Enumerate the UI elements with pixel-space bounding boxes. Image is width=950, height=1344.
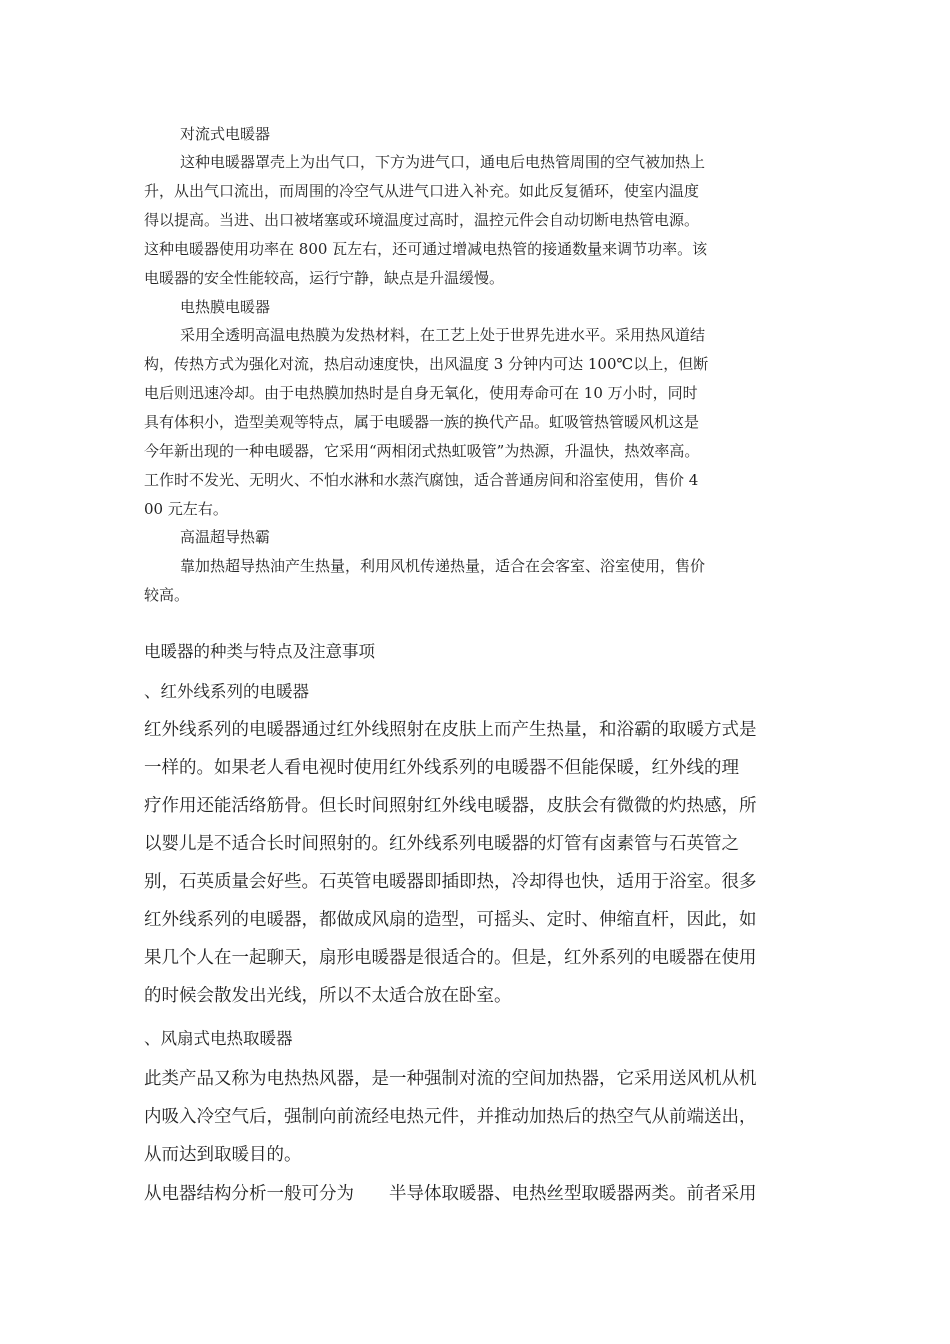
paragraph-line: 这种电暖器罩壳上为出气口，下方为进气口，通电后电热管周围的空气被加热上 <box>180 153 706 171</box>
paragraph-line: 的时候会散发出光线，所以不太适合放在卧室。 <box>144 986 512 1006</box>
paragraph-line: 内吸入冷空气后，强制向前流经电热元件，并推动加热后的热空气从前端送出， <box>144 1107 757 1127</box>
heading-infrared-heater: 、红外线系列的电暖器 <box>144 682 309 701</box>
paragraph-line: 构，传热方式为强化对流，热启动速度快，出风温度 3 分钟内可达 100℃以上，但断 <box>144 355 709 373</box>
paragraph-line: 工作时不发光、无明火、不怕水淋和水蒸汽腐蚀，适合普通房间和浴室使用，售价 4 <box>144 471 699 489</box>
paragraph-line: 靠加热超导热油产生热量，利用风机传递热量，适合在会客室、浴室使用，售价 <box>180 557 706 575</box>
heading-convection-heater: 对流式电暖器 <box>180 125 271 143</box>
heading-film-heater: 电热膜电暖器 <box>180 298 271 316</box>
paragraph-line: 电后则迅速冷却。由于电热膜加热时是自身无氧化，使用寿命可在 10 万小时，同时 <box>144 384 698 402</box>
section-title: 电暖器的种类与特点及注意事项 <box>144 642 375 661</box>
paragraph-line: 别，石英质量会好些。石英管电暖器即插即热，冷却得也快，适用于浴室。很多 <box>144 872 757 892</box>
paragraph-line: 电暖器的安全性能较高，运行宁静，缺点是升温缓慢。 <box>144 269 505 287</box>
heading-fan-heater: 、风扇式电热取暖器 <box>144 1029 293 1048</box>
paragraph-line: 这种电暖器使用功率在 800 瓦左右，还可通过增减电热管的接通数量来调节功率。该 <box>144 240 708 258</box>
heading-superconduct-heater: 高温超导热霸 <box>180 528 271 546</box>
paragraph-line: 红外线系列的电暖器，都做成风扇的造型，可摇头、定时、伸缩直杆，因此，如 <box>144 910 757 930</box>
paragraph-line: 升，从出气口流出，而周围的冷空气从进气口进入补充。如此反复循环，使室内温度 <box>144 182 700 200</box>
paragraph-line: 具有体积小，造型美观等特点，属于电暖器一族的换代产品。虹吸管热管暖风机这是 <box>144 413 700 431</box>
paragraph-line: 较高。 <box>144 586 190 604</box>
paragraph-line: 今年新出现的一种电暖器，它采用“两相闭式热虹吸管”为热源，升温快，热效率高。 <box>144 442 700 460</box>
paragraph-line: 果几个人在一起聊天，扇形电暖器是很适合的。但是，红外系列的电暖器在使用 <box>144 948 757 968</box>
paragraph-line: 以婴儿是不适合长时间照射的。红外线系列电暖器的灯管有卤素管与石英管之 <box>144 834 739 854</box>
paragraph-line: 从而达到取暖目的。 <box>144 1145 302 1165</box>
paragraph-line: 疗作用还能活络筋骨。但长时间照射红外线电暖器，皮肤会有微微的灼热感，所 <box>144 796 757 816</box>
paragraph-line: 红外线系列的电暖器通过红外线照射在皮肤上而产生热量，和浴霸的取暖方式是 <box>144 720 757 740</box>
paragraph-line: 00 元左右。 <box>144 500 228 518</box>
paragraph-line: 此类产品又称为电热热风器，是一种强制对流的空间加热器，它采用送风机从机 <box>144 1069 757 1089</box>
paragraph-line: 得以提高。当进、出口被堵塞或环境温度过高时，温控元件会自动切断电热管电源。 <box>144 211 700 229</box>
paragraph-line: 采用全透明高温电热膜为发热材料，在工艺上处于世界先进水平。采用热风道结 <box>180 326 706 344</box>
paragraph-line: 从电器结构分析一般可分为 半导体取暖器、电热丝型取暖器两类。前者采用 <box>144 1184 757 1204</box>
paragraph-line: 一样的。如果老人看电视时使用红外线系列的电暖器不但能保暖，红外线的理 <box>144 758 739 778</box>
